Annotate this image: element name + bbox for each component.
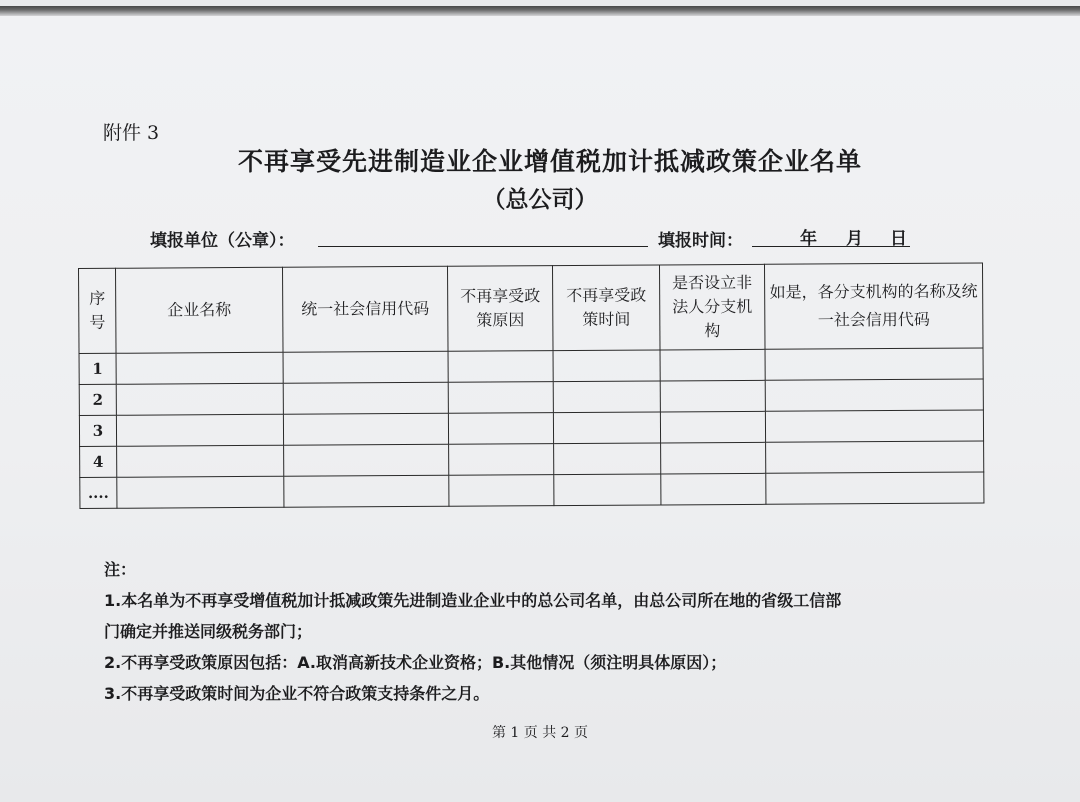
cell-time[interactable] — [553, 381, 660, 413]
scan-edge — [0, 6, 1080, 16]
header-no: 序号 — [79, 268, 117, 353]
cell-time[interactable] — [554, 474, 661, 506]
row-number: 4 — [80, 446, 117, 477]
cell-time[interactable] — [554, 443, 661, 475]
cell-name[interactable] — [117, 445, 284, 477]
cell-name[interactable] — [117, 476, 284, 508]
cell-time[interactable] — [553, 412, 660, 444]
cell-time[interactable] — [553, 350, 660, 382]
fill-time-label: 填报时间： — [658, 231, 743, 251]
cell-name[interactable] — [116, 352, 283, 384]
cell-name[interactable] — [116, 414, 283, 446]
annex-label: 附件 3 — [103, 122, 160, 144]
cell-code[interactable] — [284, 444, 449, 476]
cell-reason[interactable] — [448, 413, 553, 445]
note-1a: 1.本名单为不再享受增值税加计抵减政策先进制造业企业中的总公司名单，由总公司所在地的省级工信部 — [104, 591, 842, 610]
row-number: 1 — [79, 353, 116, 384]
cell-branch[interactable] — [660, 380, 765, 412]
cell-code[interactable] — [284, 475, 449, 507]
cell-branch[interactable] — [661, 473, 766, 505]
cell-branch-detail[interactable] — [765, 410, 983, 442]
cell-branch-detail[interactable] — [765, 379, 983, 411]
row-number: .... — [80, 477, 117, 508]
cell-name[interactable] — [116, 383, 283, 415]
fill-unit-blank — [318, 246, 648, 247]
row-number: 3 — [79, 415, 116, 446]
page-subtitle: （总公司） — [482, 186, 598, 213]
cell-reason[interactable] — [448, 382, 553, 414]
company-list-table — [78, 262, 984, 509]
cell-code[interactable] — [283, 382, 448, 414]
fill-date-blank — [752, 222, 910, 247]
notes-section — [104, 554, 841, 709]
note-2: 2.不再享受政策原因包括：A.取消高新技术企业资格；B.其他情况（须注明具体原因）； — [104, 653, 727, 672]
date-year: 年 — [800, 229, 817, 249]
header-branch: 是否设立非法人分支机构 — [659, 264, 765, 350]
cell-reason[interactable] — [448, 351, 553, 383]
document-page — [0, 6, 1080, 802]
fill-unit-label: 填报单位（公章）： — [150, 231, 295, 251]
cell-reason[interactable] — [449, 475, 554, 507]
cell-branch[interactable] — [661, 442, 766, 474]
header-name: 企业名称 — [116, 267, 284, 353]
cell-branch-detail[interactable] — [766, 441, 984, 473]
cell-reason[interactable] — [449, 444, 554, 476]
cell-branch[interactable] — [660, 411, 765, 443]
page-title: 不再享受先进制造业企业增值税加计抵减政策企业名单 — [237, 147, 862, 176]
header-branch-detail: 如是，各分支机构的名称及统一社会信用代码 — [764, 263, 983, 349]
cell-branch-detail[interactable] — [766, 472, 984, 504]
header-reason: 不再享受政策原因 — [447, 266, 553, 352]
table-row — [80, 472, 984, 509]
page-number: 第 1 页 共 2 页 — [491, 725, 589, 741]
note-1b: 门确定并推送同级税务部门； — [104, 622, 313, 641]
header-time: 不再享受政策时间 — [552, 265, 660, 351]
cell-code[interactable] — [283, 351, 448, 383]
cell-branch-detail[interactable] — [765, 348, 983, 380]
row-number: 2 — [79, 384, 116, 415]
note-3: 3.不再享受政策时间为企业不符合政策支持条件之月。 — [104, 684, 490, 703]
header-code: 统一社会信用代码 — [282, 266, 448, 352]
table-header-row — [79, 263, 984, 354]
cell-code[interactable] — [283, 413, 448, 445]
notes-heading: 注： — [104, 560, 137, 579]
date-month: 月 — [846, 229, 863, 249]
cell-branch[interactable] — [660, 349, 765, 381]
date-day: 日 — [890, 229, 907, 249]
